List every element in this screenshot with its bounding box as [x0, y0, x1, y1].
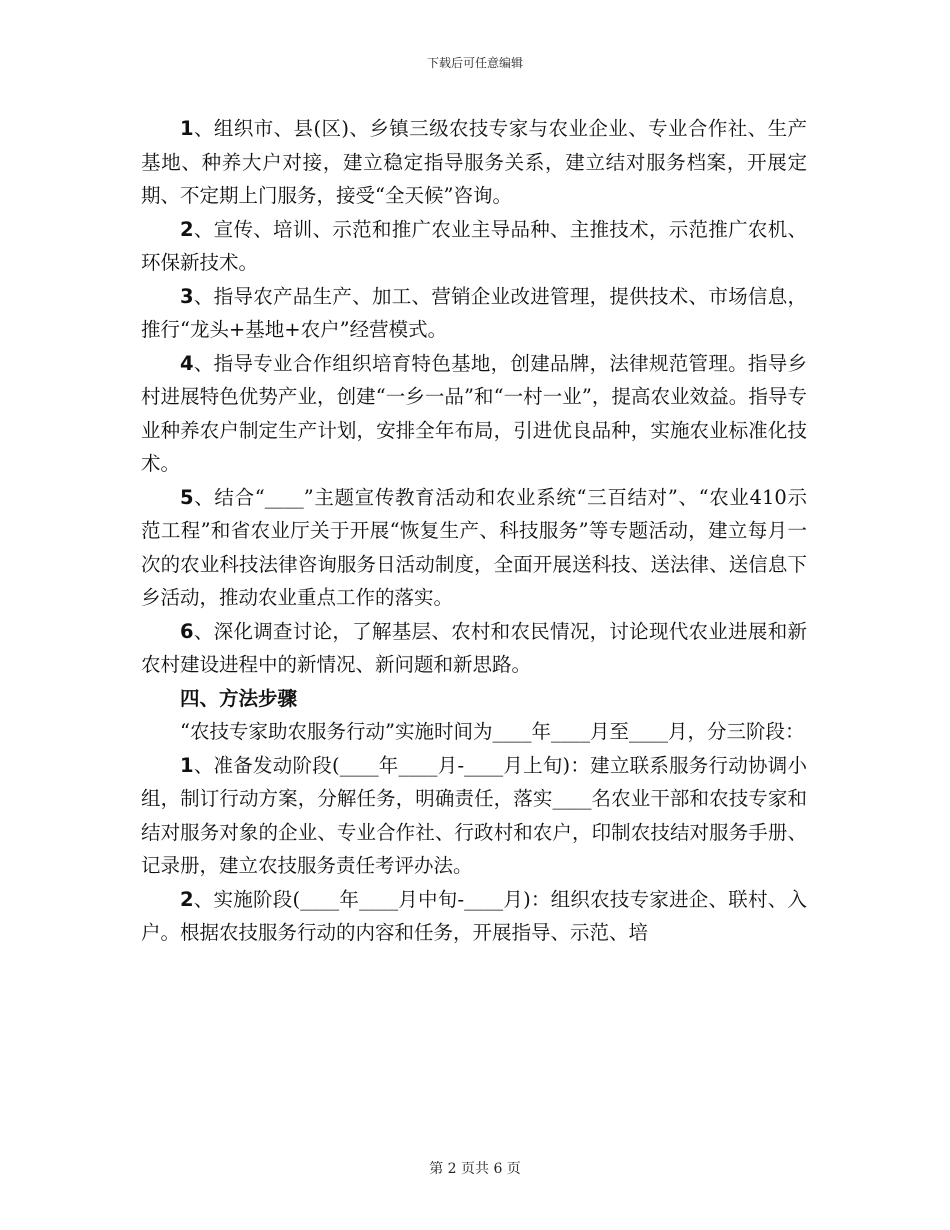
section-heading: 四、方法步骤	[180, 686, 298, 710]
paragraph-1	[141, 112, 807, 213]
paragraph-5	[141, 481, 807, 615]
step-number: 2	[180, 887, 194, 911]
page-footer: 第 2 页共 6 页	[429, 1161, 521, 1177]
item-number: 6	[180, 619, 194, 643]
item-number: 5	[180, 485, 194, 509]
intro-paragraph: “农技专家助农服务行动”实施时间为____年____月至____月，分三阶段：	[180, 720, 805, 743]
step-text: 、准备发动阶段(____年____月-____月上旬)：建立联系服务行动协调小组，制订行动方案，分解任务，明确责任，落实____名农业干部和农技专家和结对服务对象的企业、专业合作社、行政村和农户，印制农技结对服务手册、记录册，建立农技服务责任考评办法。	[141, 753, 807, 877]
item-number: 2	[180, 217, 194, 241]
step-2	[141, 883, 807, 950]
step-1	[141, 749, 807, 883]
paragraph-text: 、指导农产品生产、加工、营销企业改进管理，提供技术、市场信息，推行“龙头+基地+农户”经营模式。	[141, 284, 807, 341]
paragraph-text: 、深化调查讨论，了解基层、农村和农民情况，讨论现代农业进展和新农村建设进程中的新情况、新问题和新思路。	[141, 619, 807, 676]
paragraph-2	[141, 213, 807, 280]
paragraph-3	[141, 280, 807, 347]
item-number: 4	[180, 351, 194, 375]
page-header: 下载后可任意编辑	[426, 56, 523, 70]
item-number: 1	[180, 117, 194, 140]
item-number: 3	[180, 284, 194, 308]
step-number: 1	[180, 753, 194, 777]
paragraph-text: 、宣传、培训、示范和推广农业主导品种、主推技术，示范推广农机、环保新技术。	[141, 217, 807, 274]
paragraph-text: 、组织市、县(区)、乡镇三级农技专家与农业企业、专业合作社、生产基地、种养大户对接，建立稳定指导服务关系，建立结对服务档案，开展定期、不定期上门服务，接受“全天候”咨询。	[141, 117, 807, 207]
paragraph-4	[141, 347, 807, 481]
step-text: 、实施阶段(____年____月中旬-____月)：组织农技专家进企、联村、入户。根据农技服务行动的内容和任务，开展指导、示范、培	[141, 887, 807, 944]
paragraph-text: 、结合“____”主题宣传教育活动和农业系统“三百结对”、“农业410示范工程”和省农业厅关于开展“恢复生产、科技服务”等专题活动，建立每月一次的农业科技法律咨询服务日活动制度，全面开展送科技、送法律、送信息下乡活动，推动农业重点工作的落实。	[141, 485, 807, 609]
document-body	[141, 112, 807, 950]
paragraph-6	[141, 615, 807, 682]
paragraph-text: 、指导专业合作组织培育特色基地，创建品牌，法律规范管理。指导乡村进展特色优势产业，创建“一乡一品”和“一村一业”，提高农业效益。指导专业种养农户制定生产计划，安排全年布局，引进优良品种，实施农业标准化技术。	[141, 351, 807, 475]
